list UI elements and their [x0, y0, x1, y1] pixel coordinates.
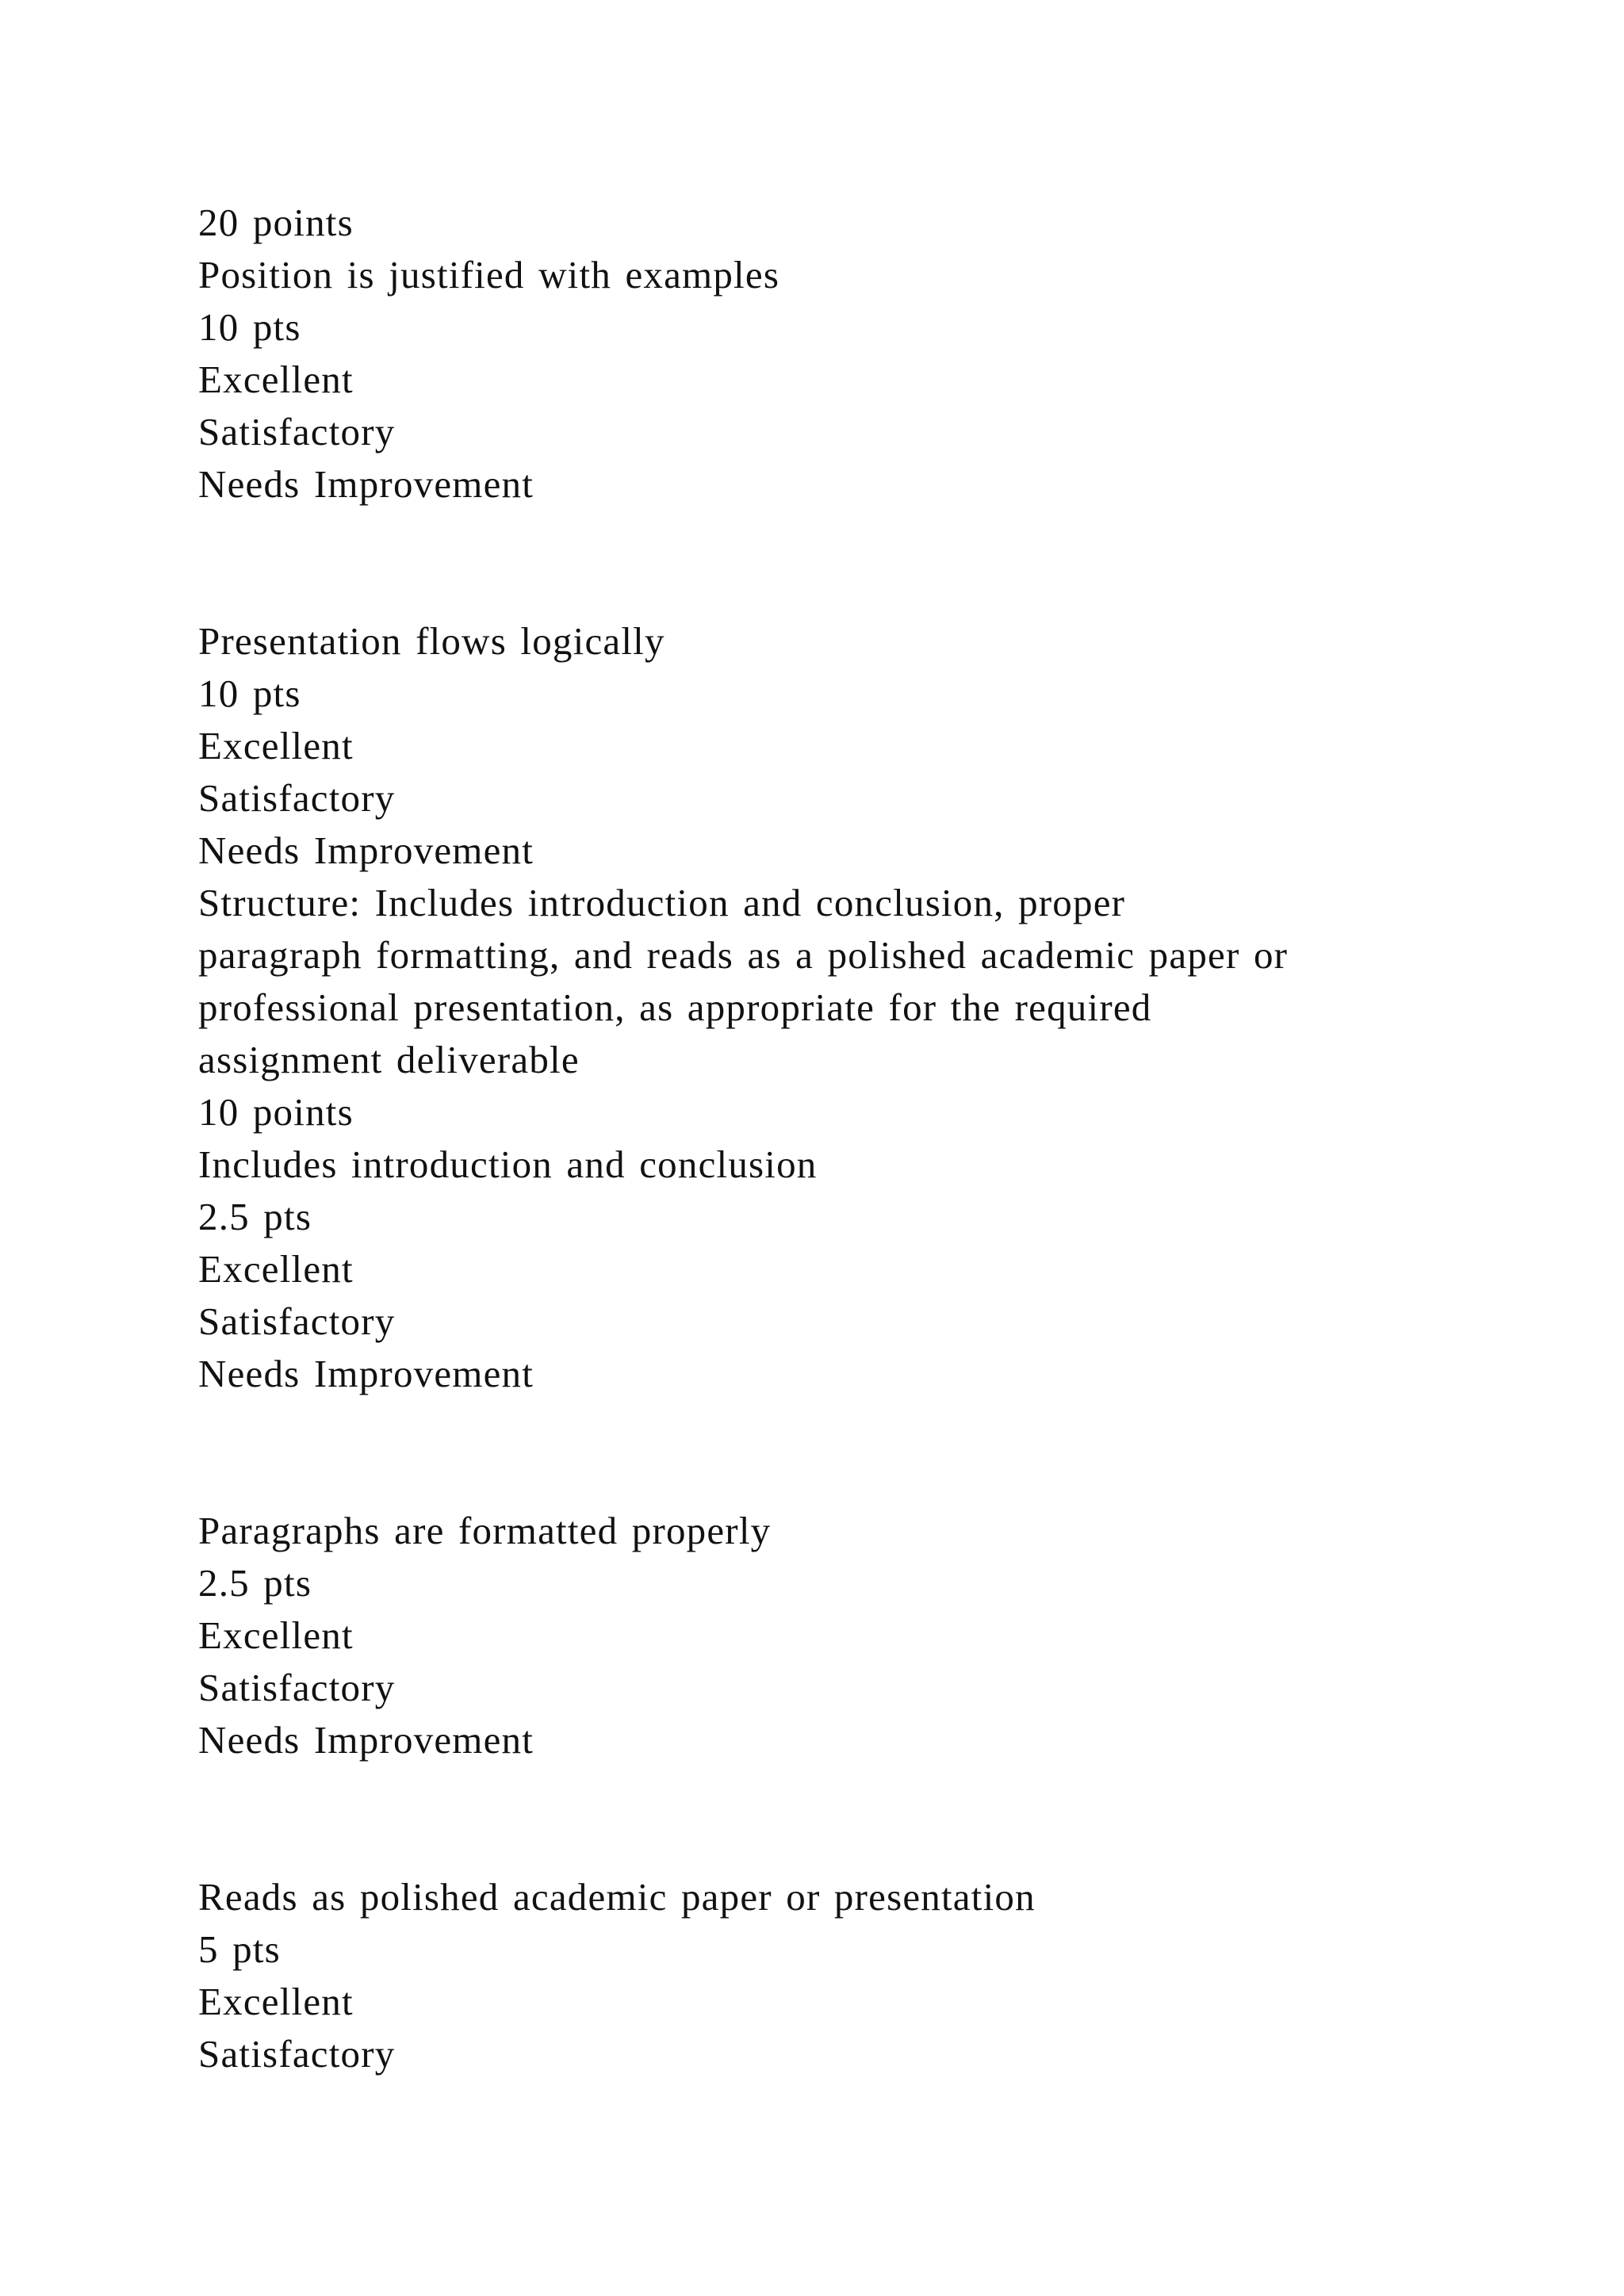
text-line: professional presentation, as appropriate for the required — [198, 985, 1152, 1029]
text-line: Needs Improvement — [198, 462, 534, 506]
text-line: 10 pts — [198, 672, 301, 715]
text-line: Reads as polished academic paper or presentation — [198, 1875, 1036, 1919]
text-line: Presentation flows logically — [198, 619, 665, 663]
text-line: paragraph formatting, and reads as a polished academic paper or — [198, 933, 1289, 977]
text-line: Satisfactory — [198, 2032, 396, 2076]
text-line: Position is justified with examples — [198, 253, 780, 297]
text-line: Needs Improvement — [198, 828, 534, 872]
text-line: 10 points — [198, 1090, 354, 1134]
text-line: Excellent — [198, 358, 354, 401]
text-line: Excellent — [198, 1247, 354, 1291]
text-line: Needs Improvement — [198, 1718, 534, 1762]
text-line: Excellent — [198, 1980, 354, 2023]
section-gap — [198, 1766, 1507, 1871]
text-line: Satisfactory — [198, 1666, 396, 1709]
text-line: Needs Improvement — [198, 1352, 534, 1395]
text-line: 10 pts — [198, 305, 301, 349]
text-line: Satisfactory — [198, 410, 396, 453]
text-line: assignment deliverable — [198, 1038, 580, 1081]
text-line: 5 pts — [198, 1927, 281, 1971]
text-line: Structure: Includes introduction and conclusion, proper — [198, 881, 1126, 924]
text-line: Satisfactory — [198, 776, 396, 820]
text-line: 2.5 pts — [198, 1561, 312, 1605]
document-body — [198, 197, 1507, 2080]
text-line: Satisfactory — [198, 1299, 396, 1343]
text-line: 20 points — [198, 201, 354, 244]
text-line: Paragraphs are formatted properly — [198, 1509, 772, 1552]
section-gap — [198, 511, 1507, 615]
text-line: 2.5 pts — [198, 1195, 312, 1238]
text-line: Excellent — [198, 724, 354, 767]
text-line: Includes introduction and conclusion — [198, 1142, 818, 1186]
section-gap — [198, 1400, 1507, 1505]
text-line: Excellent — [198, 1613, 354, 1657]
